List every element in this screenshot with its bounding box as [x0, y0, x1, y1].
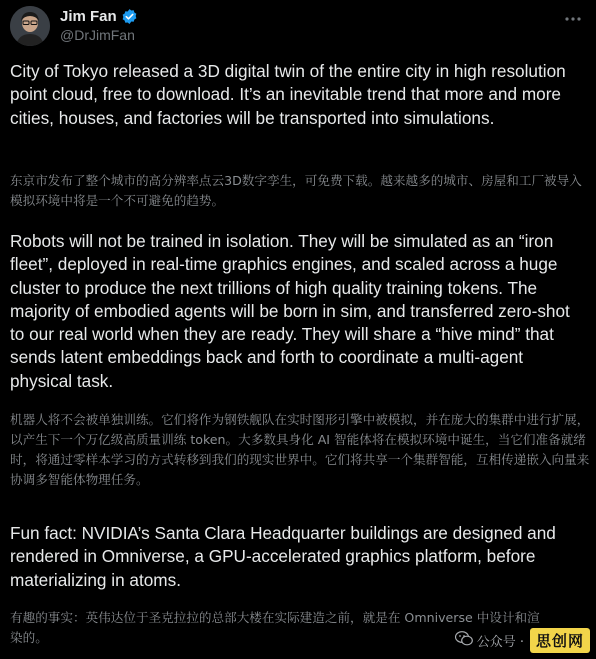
- wechat-label: [455, 631, 524, 650]
- avatar-image: [10, 6, 50, 46]
- translation-paragraph-3: 有趣的事实：英伟达位于圣克拉拉的总部大楼在实际建造之前，就是在 Omniverse 中设计和渲染的。: [10, 610, 540, 645]
- translation-paragraph-1: 东京市发布了整个城市的高分辨率点云3D数字孪生，可免费下载。越来越多的城市、房屋和工厂被导入模拟环境中将是一个不可避免的趋势。: [10, 173, 582, 208]
- brand-logo: 思创网: [530, 628, 590, 653]
- translation-paragraph-2: 机器人将不会被单独训练。它们将作为钢铁舰队在实时图形引擎中被模拟，并在庞大的集群中进行扩展，以产生下一个万亿级高质量训练 token。大多数具身化 AI 智能体将在模拟环境中诞生，当它们准备就绪时，将通过零样本学习的方式转移到我们的现实世界中。它们将共享一个集群智能，互相传递嵌入向量来协调多智能体物理任务。: [10, 412, 590, 487]
- avatar[interactable]: [10, 6, 50, 46]
- post-paragraph-2: Robots will not be trained in isolation. They will be simulated as an “iron fleet”, deployed in real-time graphics engines, and scaled across a huge cluster to produce the next trillions of high quality training tokens. The majority of embodied agents will be born in sim, and transferred zero-shot to our real world when they are ready. They will share a “hive mind” that sends latent embeddings back and forth to coordinate a multi-agent physical task.: [10, 231, 570, 391]
- verified-badge-icon: [121, 8, 138, 25]
- author-name[interactable]: Jim Fan: [60, 8, 117, 25]
- post-paragraph-3: Fun fact: NVIDIA’s Santa Clara Headquarter buildings are designed and rendered in Omniverse, a GPU-accelerated graphics platform, before materializing in atoms.: [10, 523, 556, 590]
- post-paragraph-1: City of Tokyo released a 3D digital twin of the entire city in high resolution point cloud, free to download. It’s an inevitable trend that more and more cities, houses, and factories will be transported into simulations.: [10, 61, 566, 128]
- more-options-icon[interactable]: [564, 10, 582, 28]
- author-name-row: [60, 8, 138, 25]
- wechat-text: 公众号 ·: [476, 635, 524, 650]
- post-header: [10, 6, 586, 46]
- author-handle[interactable]: @DrJimFan: [60, 27, 135, 43]
- watermark: [455, 628, 590, 653]
- wechat-icon: [455, 631, 473, 650]
